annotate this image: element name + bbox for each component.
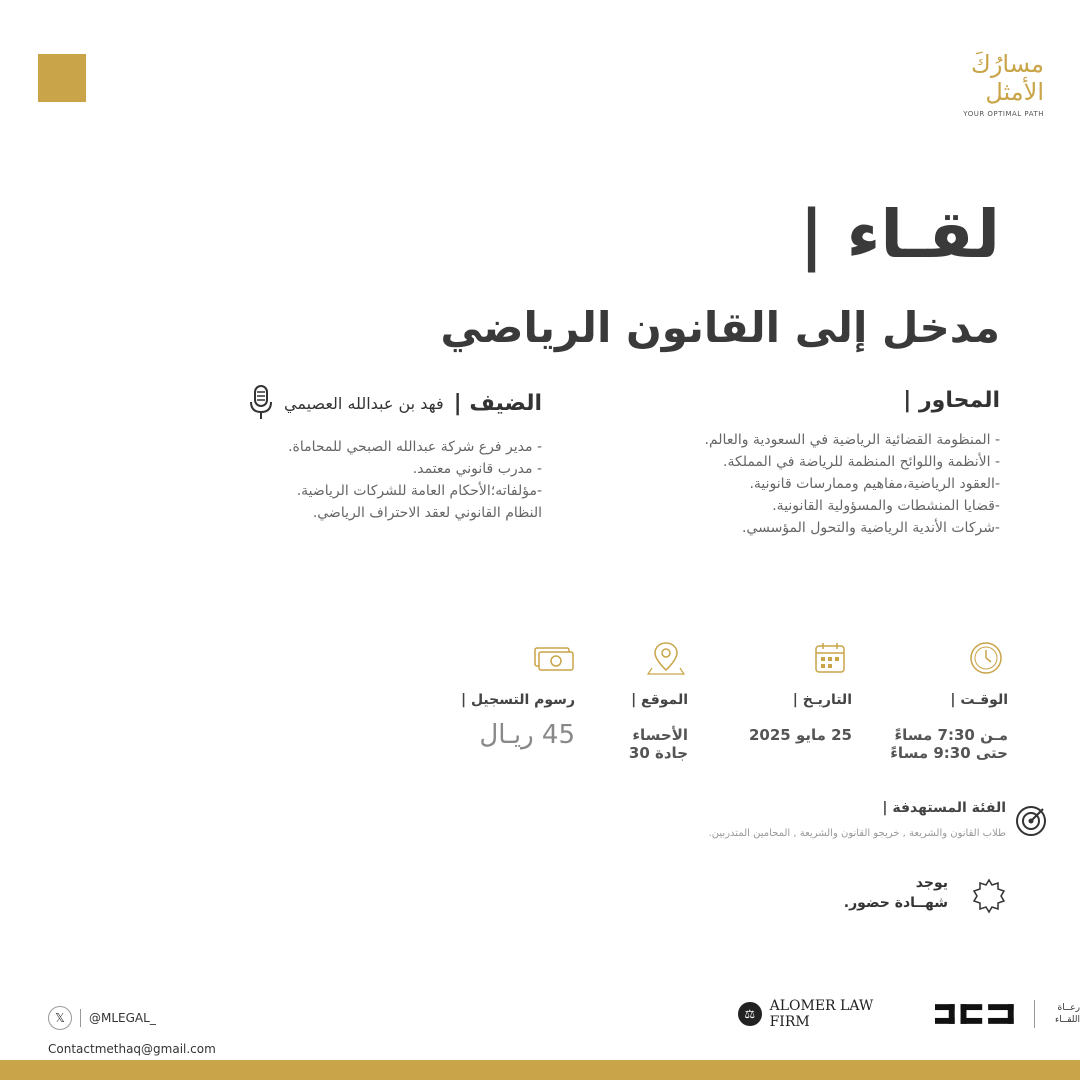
calendar-icon: [808, 640, 852, 676]
microphone-icon: [248, 384, 274, 422]
date-block: [712, 640, 852, 744]
date-value: 25 مايو 2025: [748, 726, 852, 744]
axes-item: -قضايا المنشطات والمسؤولية القانونية.: [772, 498, 1000, 514]
logo-line-1: مسارُكَ: [971, 50, 1044, 78]
axes-item: - الأنظمة واللوائح المنظمة للرياضة في المملكة.: [723, 454, 1000, 470]
sponsor-logo-icon: [935, 1002, 1014, 1026]
guest-section: [222, 384, 542, 524]
guest-label: الضيف |: [453, 390, 542, 416]
time-label: الوقـت |: [950, 692, 1008, 708]
time-from: مـن 7:30 مساءً: [894, 726, 1008, 744]
sponsor-label-2: اللقــاء: [1054, 1015, 1080, 1025]
guest-item: - مدرب قانوني معتمد.: [412, 461, 542, 477]
location-city: الأحساء: [632, 726, 688, 744]
badge-icon: [971, 878, 1007, 914]
guest-name: فهد بن عبدالله العصيمي: [284, 393, 444, 413]
guest-header: [222, 384, 542, 422]
fee-label: رسوم التسجيل |: [460, 692, 575, 708]
logo-tagline: YOUR OPTIMAL PATH: [963, 110, 1044, 118]
scales-icon: ⚖: [738, 1002, 762, 1026]
divider: [80, 1009, 81, 1027]
certificate-line-1: يوجد: [915, 875, 948, 891]
fee-block: [435, 640, 575, 750]
time-to: حتى 9:30 مساءً: [890, 744, 1008, 762]
axes-section: [700, 388, 1000, 539]
money-icon: [531, 640, 575, 676]
fee-value: 45 ريـال: [479, 720, 575, 750]
guest-item: -مؤلفاته؛الأحكام العامة للشركات الرياضية.: [296, 483, 542, 499]
contact-email[interactable]: Contactmethaq@gmail.com: [48, 1042, 216, 1056]
target-audience: [486, 800, 1006, 839]
alomer-name: ALOMER LAW FIRM: [769, 998, 874, 1030]
sponsor-label: [1055, 1002, 1080, 1026]
date-label: التاريـخ |: [792, 692, 852, 708]
axes-heading: المحاور |: [903, 388, 1000, 413]
target-desc: طلاب القانون والشريعة , خريجو القانون والشريعة , المحامين المتدربين.: [708, 828, 1006, 839]
guest-item: النظام القانوني لعقد الاحتراف الرياضي.: [312, 505, 542, 521]
location-pin-icon: [644, 640, 688, 676]
clock-icon: [964, 640, 1008, 676]
location-label: الموقع |: [631, 692, 688, 708]
page-title: لقـاء |: [799, 196, 1000, 273]
bottom-gold-bar: [0, 1060, 1080, 1080]
brand-logo: [924, 50, 1044, 118]
axes-item: - المنظومة القضائية الرياضية في السعودية والعالم.: [704, 432, 1000, 448]
target-icon: [1014, 804, 1048, 838]
axes-item: -العقود الرياضية،مفاهيم وممارسات قانونية.: [749, 476, 1000, 492]
time-block: [868, 640, 1008, 762]
divider: [1034, 1000, 1035, 1028]
guest-item: - مدير فرع شركة عبدالله الصبحي للمحاماة.: [288, 439, 542, 455]
gold-accent-square: [38, 54, 86, 102]
target-label: الفئة المستهدفة |: [882, 800, 1006, 816]
social-handle[interactable]: @MLEGAL_: [89, 1011, 156, 1025]
sponsors: [738, 998, 1080, 1030]
social-contact: [48, 1006, 216, 1056]
certificate-line-2: شهــادة حضور.: [843, 895, 948, 911]
axes-item: -شركات الأندية الرياضية والتحول المؤسسي.: [741, 520, 1000, 536]
x-icon[interactable]: 𝕏: [48, 1006, 72, 1030]
location-street: جادة 30: [628, 744, 688, 762]
certificate-note: [844, 873, 948, 913]
logo-line-2: الأمثل: [985, 78, 1044, 106]
page-subtitle: مدخل إلى القانون الرياضي: [440, 303, 1000, 352]
alomer-logo: [738, 998, 915, 1030]
sponsor-label-1: رعــاة: [1057, 1003, 1080, 1013]
